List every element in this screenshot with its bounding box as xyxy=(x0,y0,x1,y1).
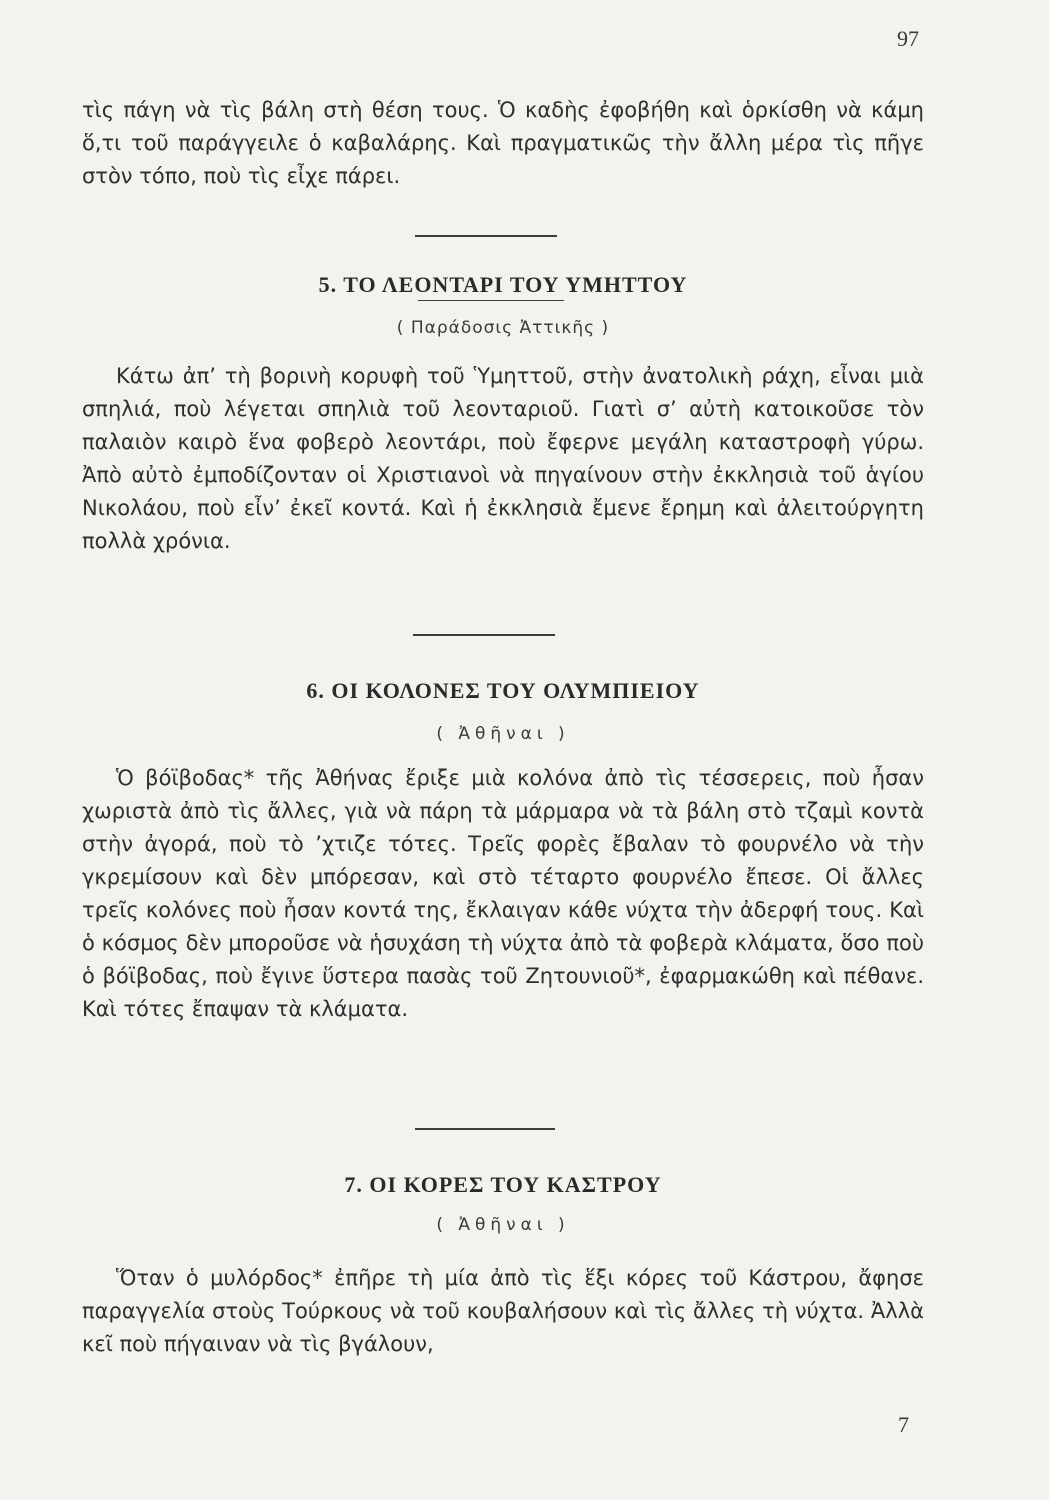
section-divider xyxy=(415,235,557,237)
section-6-text xyxy=(82,762,924,1026)
section-7-paragraph: Ὅταν ὁ μυλόρδος* ἐπῆρε τὴ μία ἀπὸ τὶς ἕξι κόρες τοῦ Κάστρου, ἄφησε παραγγελία στοὺς Τούρκους νὰ τοῦ κουβαλήσουν καὶ τὶς ἄλλες τὴ νύχτα. Ἀλλὰ κεῖ ποὺ πήγαιναν νὰ τὶς βγάλουν, xyxy=(82,1266,924,1356)
intro-text xyxy=(82,94,924,193)
section-7-text xyxy=(82,1262,924,1361)
intro-paragraph: τὶς πάγη νὰ τὶς βάλη στὴ θέση τους. Ὁ καδὴς ἐφοβήθη καὶ ὁρκίσθη νὰ κάμη ὅ,τι τοῦ παράγγειλε ὁ καβαλάρης. Καὶ πραγματικῶς τὴν ἄλλη μέρα τὶς πῆγε στὸν τόπο, ποὺ τὶς εἶχε πάρει. xyxy=(82,98,924,188)
signature-mark: 7 xyxy=(898,1412,909,1437)
section-7-title: 7. ΟΙ ΚΟΡΕΣ ΤΟΥ ΚΑΣΤΡΟΥ xyxy=(344,1172,662,1197)
section-7-subtitle: ( Ἀθῆναι ) xyxy=(436,1215,570,1235)
section-divider xyxy=(415,1128,555,1130)
section-6-title: 6. ΟΙ ΚΟΛΟΝΕΣ ΤΟΥ ΟΛΥΜΠΙΕΙΟΥ xyxy=(306,678,700,703)
section-divider xyxy=(413,634,555,636)
section-5-subtitle: ( Παράδοσις Ἀττικῆς ) xyxy=(396,318,610,338)
section-5-paragraph: Κάτω ἀπ’ τὴ βορινὴ κορυφὴ τοῦ Ὑμηττοῦ, στὴν ἀνατολικὴ ράχη, εἶναι μιὰ σπηλιά, ποὺ λέγεται σπηλιὰ τοῦ λεονταριοῦ. Γιατὶ σ’ αὐτὴ κατοικοῦσε τὸν παλαιὸν καιρὸ ἕνα φοβερὸ λεοντάρι, ποὺ ἔφερνε μεγάλη καταστροφὴ γύρω. Ἀπὸ αὐτὸ ἐμποδίζονταν οἱ Χριστιανοὶ νὰ πηγαίνουν στὴν ἐκκλησιὰ τοῦ ἁγίου Νικολάου, ποὺ εἶν’ ἐκεῖ κοντά. Καὶ ἡ ἐκκλησιὰ ἔμενε ἔρημη καὶ ἀλειτούργητη πολλὰ χρόνια. xyxy=(82,364,924,553)
section-5-title: 5. ΤΟ ΛΕΟΝΤΑΡΙ ΤΟΥ ΥΜΗΤΤΟΥ xyxy=(318,272,688,297)
section-6-paragraph: Ὁ βόϊβοδας* τῆς Ἀθήνας ἔριξε μιὰ κολόνα ἀπὸ τὶς τέσσερεις, ποὺ ἦσαν χωριστὰ ἀπὸ τὶς ἄλλες, γιὰ νὰ πάρη τὰ μάρμαρα νὰ τὰ βάλη στὸ τζαμὶ κοντὰ στὴν ἀγορά, ποὺ τὸ ’χτιζε τότες. Τρεῖς φορὲς ἔβαλαν τὸ φουρνέλο νὰ τὴν γκρεμίσουν καὶ δὲν μπόρεσαν, καὶ στὸ τέταρτο φουρνέλο ἔπεσε. Οἱ ἄλλες τρεῖς κολόνες ποὺ ἦσαν κοντά της, ἔκλαιγαν κάθε νύχτα τὴν ἀδερφή τους. Καὶ ὁ κόσμος δὲν μποροῦσε νὰ ἡσυχάση τὴ νύχτα ἀπὸ τὰ φοβερὰ κλάματα, ὅσο ποὺ ὁ βόϊβοδας, ποὺ ἔγινε ὕστερα πασὰς τοῦ Ζητουνιοῦ*, ἐφαρμακώθη καὶ πέθανε. Καὶ τότες ἔπαψαν τὰ κλάματα. xyxy=(82,766,924,1021)
title-underline xyxy=(418,300,564,301)
section-6-subtitle: ( Ἀθῆναι ) xyxy=(436,724,570,744)
section-5-text xyxy=(82,360,924,558)
page-number: 97 xyxy=(897,26,919,51)
